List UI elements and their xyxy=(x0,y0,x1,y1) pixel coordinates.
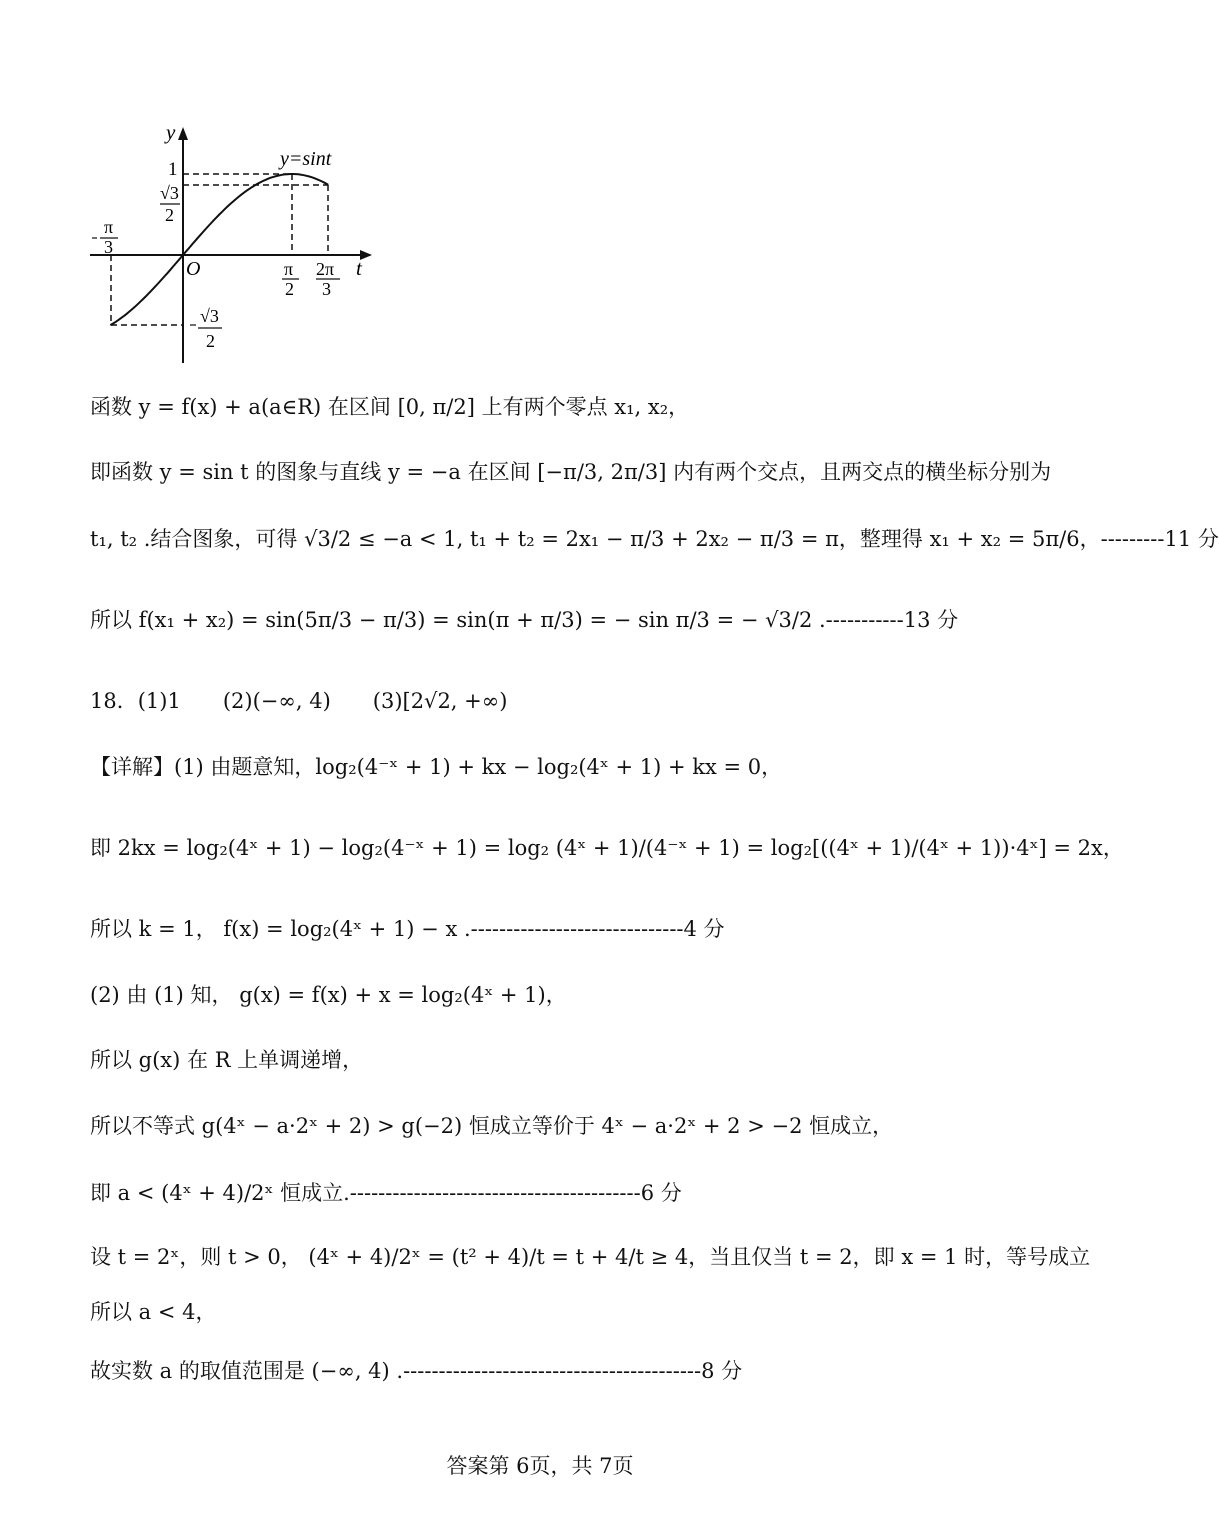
svg-text:√3: √3 xyxy=(200,306,219,326)
line-q18-answers: 18．(1)1 (2)(−∞, 4) (3)[2√2, +∞) xyxy=(90,689,508,713)
sine-graph xyxy=(80,115,390,370)
curve-label: y=sint xyxy=(280,148,332,170)
line-2kx: 即 2kx = log₂(4ˣ + 1) − log₂(4⁻ˣ + 1) = log₂ (4ˣ + 1)/(4⁻ˣ + 1) = log₂[((4ˣ + 1)/(4ˣ + 1))·4ˣ] = 2x， xyxy=(90,836,1124,860)
svg-text:2: 2 xyxy=(285,279,294,299)
svg-text:2π: 2π xyxy=(316,259,335,279)
line-zeros-condition: 函数 y = f(x) + a(a∈R) 在区间 [0, π/2] 上有两个零点 x₁, x₂， xyxy=(90,395,690,419)
line-intersection: 即函数 y = sin t 的图象与直线 y = −a 在区间 [−π/3, 2π/3] 内有两个交点，且两交点的横坐标分别为 xyxy=(90,460,1052,484)
line-result-13pts: 所以 f(x₁ + x₂) = sin(5π/3 − π/3) = sin(π + π/3) = − sin π/3 = − √3/2 .-----------13 分 xyxy=(90,608,959,632)
dashed-guides xyxy=(111,174,328,325)
line-k-eq-1-4pts: 所以 k = 1， f(x) = log₂(4ˣ + 1) − x .------------------------------4 分 xyxy=(90,917,725,941)
svg-text:2: 2 xyxy=(165,205,174,225)
page-footer: 答案第 6页，共 7页 xyxy=(446,1454,634,1478)
line-a-lt-4: 所以 a < 4， xyxy=(90,1300,217,1324)
svg-text:2: 2 xyxy=(206,331,215,351)
line-part2-g: (2) 由 (1) 知， g(x) = f(x) + x = log₂(4ˣ + 1)， xyxy=(90,983,567,1007)
tick-y-1: 1 xyxy=(168,159,178,180)
sine-curve xyxy=(110,174,328,325)
svg-text:π: π xyxy=(284,259,294,279)
y-axis-label: y xyxy=(166,120,176,144)
t-axis-label: t xyxy=(356,256,362,280)
svg-text:π: π xyxy=(104,217,114,237)
line-detail-1: 【详解】(1) 由题意知，log₂(4⁻ˣ + 1) + kx − log₂(4ˣ + 1) + kx = 0， xyxy=(90,755,783,779)
origin-label: O xyxy=(186,258,201,280)
y-axis-arrow xyxy=(178,127,188,140)
line-a-bound-6pts: 即 a < (4ˣ + 4)/2ˣ 恒成立.-----------------------------------------6 分 xyxy=(90,1181,682,1205)
line-sum-11pts: t₁, t₂ .结合图象，可得 √3/2 ≤ −a < 1, t₁ + t₂ = 2x₁ − π/3 + 2x₂ − π/3 = π，整理得 x₁ + x₂ = 5π/6，---------11 分 xyxy=(90,527,1219,551)
svg-text:3: 3 xyxy=(322,279,331,299)
svg-text:3: 3 xyxy=(104,237,113,257)
svg-text:√3: √3 xyxy=(160,183,179,203)
line-range-8pts: 故实数 a 的取值范围是 (−∞, 4) .------------------------------------------8 分 xyxy=(90,1359,743,1383)
tick-t-pi-over-2 xyxy=(282,259,299,299)
line-g-increasing: 所以 g(x) 在 R 上单调递增， xyxy=(90,1048,364,1072)
tick-y-sqrt3-over-2 xyxy=(160,183,180,225)
tick-t-neg-pi-over-3 xyxy=(92,217,118,257)
line-inequality: 所以不等式 g(4ˣ − a·2ˣ + 2) > g(−2) 恒成立等价于 4ˣ − a·2ˣ + 2 > −2 恒成立， xyxy=(90,1114,894,1138)
tick-y-neg-sqrt3-over-2 xyxy=(190,306,222,351)
line-substitute-t: 设 t = 2ˣ，则 t > 0， (4ˣ + 4)/2ˣ = (t² + 4)/t = t + 4/t ≥ 4，当且仅当 t = 2，即 x = 1 时，等号成立 xyxy=(90,1245,1091,1269)
tick-t-2pi-over-3 xyxy=(316,259,340,299)
